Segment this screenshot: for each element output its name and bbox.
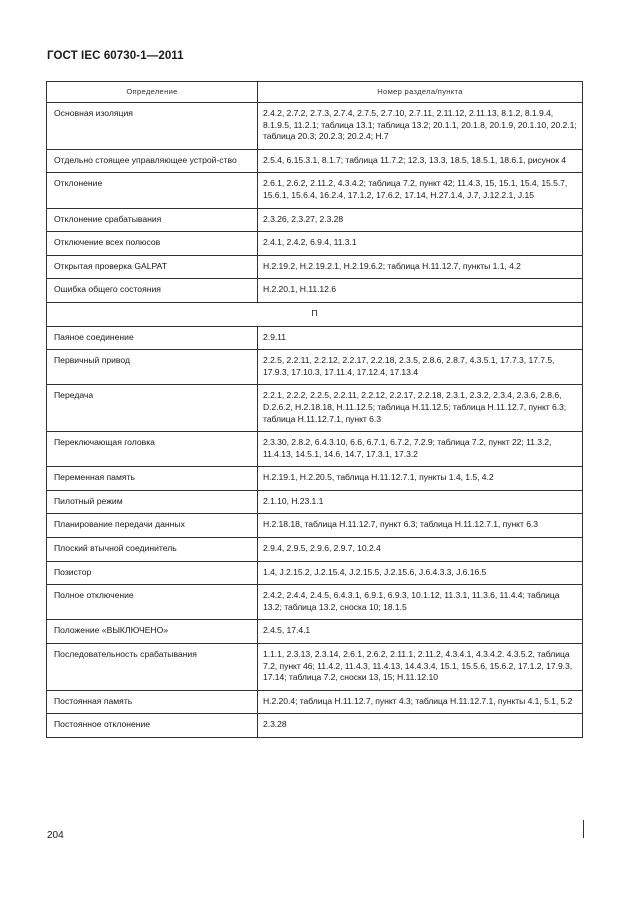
table-row [47, 490, 583, 514]
reference-cell: 2.3.26, 2.3.27, 2.3.28 [258, 208, 583, 232]
column-header-definition: Определение [47, 82, 258, 103]
table-row [47, 538, 583, 562]
reference-cell: 2.9.4, 2.9.5, 2.9.6, 2.9.7, 10.2.4 [258, 538, 583, 562]
term-cell: Первичный привод [47, 350, 258, 385]
term-cell: Переключающая головка [47, 432, 258, 467]
margin-rule [583, 820, 584, 838]
table-row [47, 514, 583, 538]
reference-cell: 1.1.1, 2.3.13, 2.3.14, 2.6.1, 2.6.2, 2.11.1, 2.11.2, 4.3.4.1, 4.3.4.2. 4.3.5.2, таблица 7.2, пункт 46; 11.4.2, 11.4.3, 11.4.13, 14.4.3.4, 15.1, 15.5.6, 15.6.2, 17.1.2, 17.9.3, 17.14; таблица 7.2, сноски 13, 15; Н.11.12.10 [258, 644, 583, 691]
reference-cell: 1.4, J.2.15.2, J.2.15.4, J.2.15.5, J.2.15.6, J.6.4.3.3, J.6.16.5 [258, 561, 583, 585]
document-header: ГОСТ IEC 60730-1—2011 [47, 50, 184, 62]
rows-after-section [47, 326, 583, 737]
table-row [47, 208, 583, 232]
table-row [47, 350, 583, 385]
reference-cell: Н.2.19.1, Н.2.20.5, таблица Н.11.12.7.1, пункты 1.4, 1.5, 4.2 [258, 467, 583, 491]
table-row [47, 103, 583, 150]
term-cell: Открытая проверка GALPAT [47, 255, 258, 279]
term-cell: Отклонение срабатывания [47, 208, 258, 232]
reference-cell: 2.4.1, 2.4.2, 6.9.4, 11.3.1 [258, 232, 583, 256]
reference-cell: 2.9.11 [258, 326, 583, 350]
term-cell: Положение «ВЫКЛЮЧЕНО» [47, 620, 258, 644]
table-header-row [47, 82, 583, 103]
page-number: 204 [47, 830, 64, 841]
term-cell: Полное отключение [47, 585, 258, 620]
reference-cell: Н.2.20.1, Н.11.12.6 [258, 279, 583, 303]
reference-cell: Н.2.18.18, таблица Н.11.12.7, пункт 6.3; таблица Н.11.12.7.1, пункт 6.3 [258, 514, 583, 538]
rows-before-section [47, 103, 583, 303]
table-row [47, 149, 583, 173]
reference-cell: 2.4.5, 17.4.1 [258, 620, 583, 644]
reference-cell: 2.3.28 [258, 714, 583, 738]
table-row [47, 432, 583, 467]
reference-cell: 2.4.2, 2.7.2, 2.7.3, 2.7.4, 2.7.5, 2.7.10, 2.7.11, 2.11.12, 2.11.13, 8.1.2, 8.1.9.4, 8.1.9.5, 11.2.1; таблица 13.1; таблица 13.2; 20.1.1, 20.1.8, 20.1.9, 20.1.10, 20.2.1; таблица 20.3; 20.2.3; 20.2.4; Н.7 [258, 103, 583, 150]
term-cell: Паяное соединение [47, 326, 258, 350]
term-cell: Постоянная память [47, 690, 258, 714]
table-row [47, 385, 583, 432]
reference-cell: 2.5.4, 6.15.3.1, 8.1.7; таблица 11.7.2; 12.3, 13.3, 18.5, 18.5.1, 18.6.1, рисунок 4 [258, 149, 583, 173]
table-row [47, 644, 583, 691]
term-cell: Передача [47, 385, 258, 432]
term-cell: Основная изоляция [47, 103, 258, 150]
table-row [47, 467, 583, 491]
reference-cell: Н.2.20.4; таблица Н.11.12.7, пункт 4.3; таблица Н.11.12.7.1, пункты 4.1, 5.1, 5.2 [258, 690, 583, 714]
reference-cell: 2.2.5, 2.2.11, 2.2.12, 2.2.17, 2.2.18, 2.3.5, 2.8.6, 2.8.7, 4.3.5.1, 17.7.3, 17.7.5, 17.9.3, 17.10.3, 17.11.4, 17.12.4, 17.13.4 [258, 350, 583, 385]
table-row [47, 173, 583, 208]
reference-cell: 2.6.1, 2.6.2, 2.11.2, 4.3.4.2; таблица 7.2, пункт 42; 11.4.3, 15, 15.1, 15.4, 15.5.7, 15.6.1, 15.6.4, 16.2.4, 17.1.2, 17.6.2, 17.14, Н.27.1.4, J.7, J.12.2.1, J.15 [258, 173, 583, 208]
table-row [47, 326, 583, 350]
table-row [47, 714, 583, 738]
term-cell: Ошибка общего состояния [47, 279, 258, 303]
section-letter: П [47, 302, 583, 326]
column-header-reference: Номер раздела/пункта [258, 82, 583, 103]
table-row [47, 690, 583, 714]
table-row [47, 255, 583, 279]
table-row [47, 279, 583, 303]
reference-cell: Н.2.19.2, Н.2.19.2.1, Н.2.19.6.2; таблица Н.11.12.7, пункты 1.1, 4.2 [258, 255, 583, 279]
section-heading-group [47, 302, 583, 326]
term-cell: Плоский втычной соединитель [47, 538, 258, 562]
index-table [46, 81, 583, 738]
term-cell: Отключение всех полюсов [47, 232, 258, 256]
term-cell: Позистор [47, 561, 258, 585]
term-cell: Планирование передачи данных [47, 514, 258, 538]
reference-cell: 2.2.1, 2.2.2, 2.2.5, 2.2.11, 2.2.12, 2.2.17, 2.2.18, 2.3.1, 2.3.2, 2.3.4, 2.3.6, 2.8.6, D.2.6.2, Н.2.18.18, Н.11.12.5; таблица Н.11.12.5; таблица Н.11.12.7, пункт 6.3; таблица Н.11.12.7.1, пункт 6.3 [258, 385, 583, 432]
table-row [47, 561, 583, 585]
term-cell: Постоянное отклонение [47, 714, 258, 738]
term-cell: Отклонение [47, 173, 258, 208]
section-letter-row [47, 302, 583, 326]
table-row [47, 620, 583, 644]
table-row [47, 585, 583, 620]
table-row [47, 232, 583, 256]
term-cell: Пилотный режим [47, 490, 258, 514]
reference-cell: 2.1.10, Н.23.1.1 [258, 490, 583, 514]
reference-cell: 2.4.2, 2.4.4, 2.4.5, 6.4.3.1, 6.9.1, 6.9.3, 10.1.12, 11.3.1, 11.3.6, 11.4.4; таблица 13.2; таблица 13.2, сноска 10; 18.1.5 [258, 585, 583, 620]
term-cell: Переменная память [47, 467, 258, 491]
term-cell: Последовательность срабатывания [47, 644, 258, 691]
term-cell: Отдельно стоящее управляющее устрой-ство [47, 149, 258, 173]
reference-cell: 2.3.30, 2.8.2, 6.4.3.10, 6.6, 6.7.1, 6.7.2, 7.2.9; таблица 7.2, пункт 22; 11.3.2, 11.4.13, 14.5.1, 14.6, 14.7, 17.3.1, 17.3.2 [258, 432, 583, 467]
